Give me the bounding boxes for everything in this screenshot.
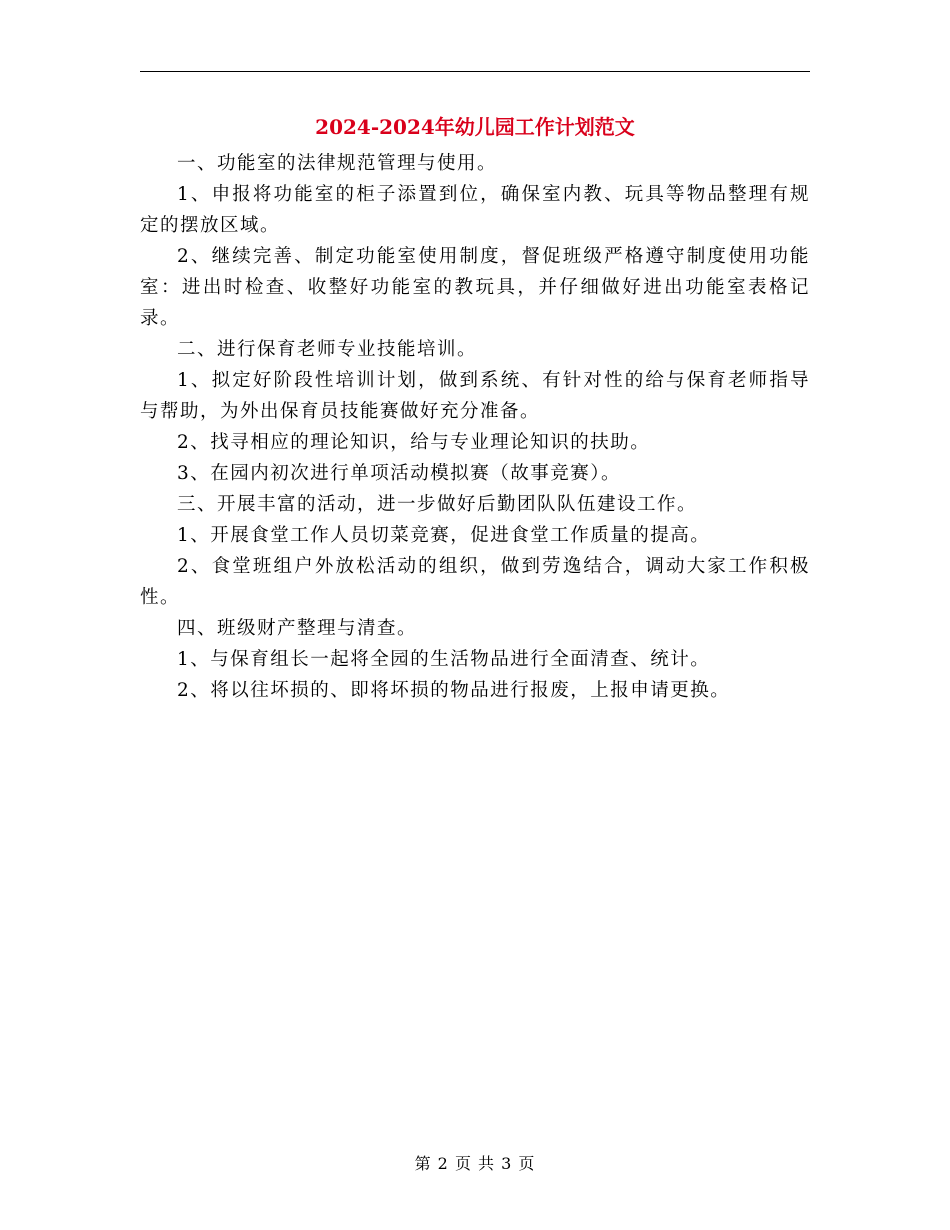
paragraph: 2、将以往坏损的、即将坏损的物品进行报废，上报申请更换。 [177, 680, 731, 701]
page-number: 第 2 页 共 3 页 [414, 1154, 536, 1173]
document-body [140, 148, 810, 706]
paragraph: 1、与保育组长一起将全园的生活物品进行全面清查、统计。 [177, 649, 711, 670]
section-heading-2: 二、进行保育老师专业技能培训。 [177, 339, 478, 360]
section-heading-3: 三、开展丰富的活动，进一步做好后勤团队队伍建设工作。 [177, 494, 698, 515]
section-heading-4: 四、班级财产整理与清查。 [177, 618, 418, 639]
paragraph: 2、食堂班组户外放松活动的组织，做到劳逸结合，调动大家工作积极性。 [140, 556, 810, 608]
paragraph: 2、继续完善、制定功能室使用制度，督促班级严格遵守制度使用功能室：进出时检查、收整好功能室的教玩具，并仔细做好进出功能室表格记录。 [140, 246, 810, 329]
document-title: 2024-2024年幼儿园工作计划范文 [315, 115, 635, 139]
paragraph: 1、开展食堂工作人员切菜竞赛，促进食堂工作质量的提高。 [177, 525, 711, 546]
paragraph: 1、申报将功能室的柜子添置到位，确保室内教、玩具等物品整理有规定的摆放区域。 [140, 184, 810, 236]
paragraph: 1、拟定好阶段性培训计划，做到系统、有针对性的给与保育老师指导与帮助，为外出保育员技能赛做好充分准备。 [140, 370, 810, 422]
paragraph: 3、在园内初次进行单项活动模拟赛（故事竞赛）。 [177, 463, 622, 484]
section-heading-1: 一、功能室的法律规范管理与使用。 [177, 153, 498, 174]
header-rule [140, 71, 810, 72]
paragraph: 2、找寻相应的理论知识，给与专业理论知识的扶助。 [177, 432, 651, 453]
